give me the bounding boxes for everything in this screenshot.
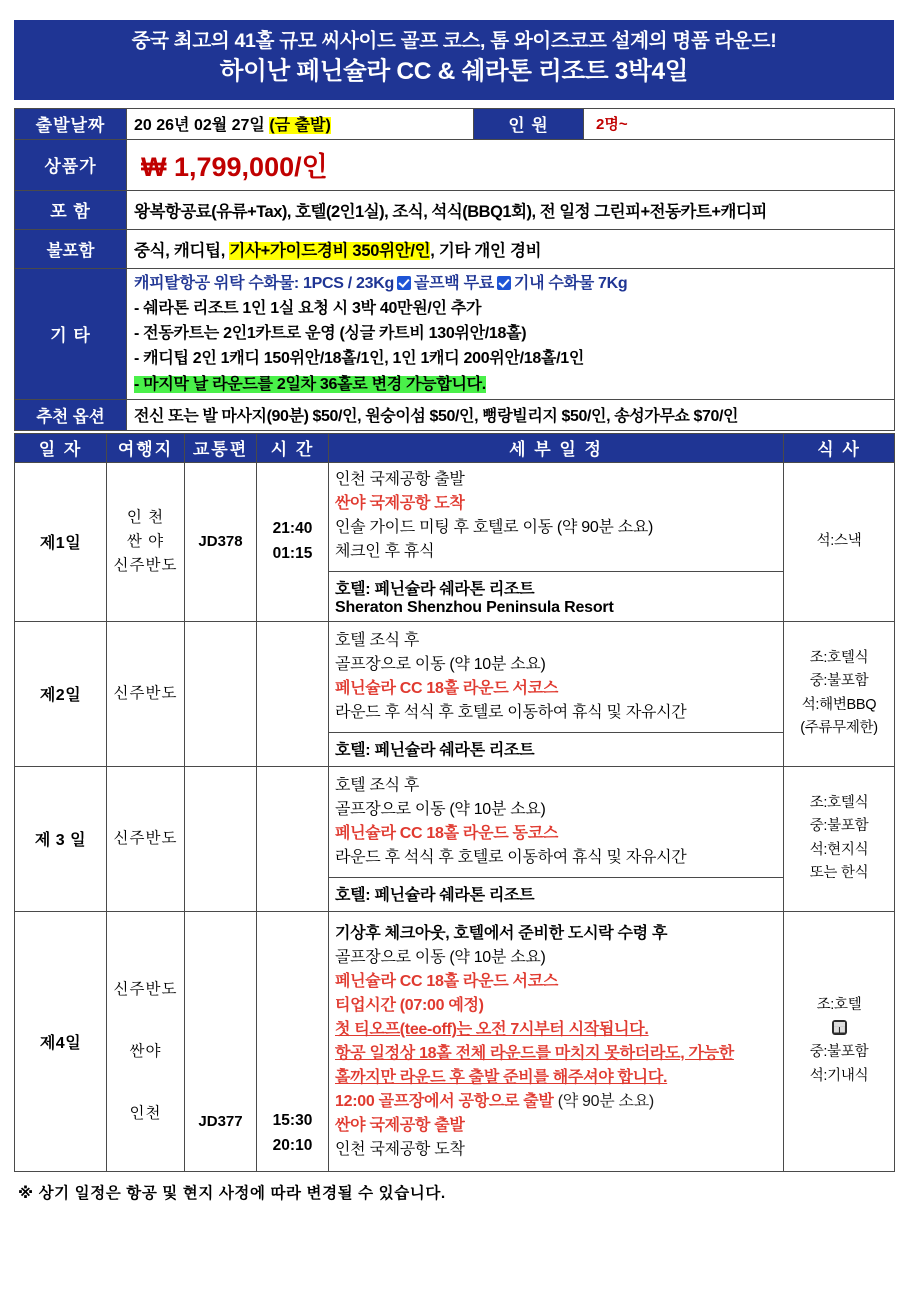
col-header-day: 일 자	[15, 433, 107, 462]
departure-date-label: 출발날짜	[15, 108, 127, 139]
meal-entry: (주류무제한)	[800, 720, 878, 737]
table-row	[15, 911, 895, 1171]
excluded-label: 불포함	[15, 229, 127, 268]
etc-caddie-tip-line: - 캐디팁 2인 1캐디 150위안/18홀/1인, 1인 1캐디 200위안/18홀/1인	[134, 350, 584, 368]
detail-line: 라운드 후 석식 후 호텔로 이동하여 휴식 및 자유시간	[335, 848, 687, 866]
excluded-guide-fee-badge: 기사+가이드경비 350위안/인	[229, 241, 431, 260]
itinerary-table	[14, 433, 895, 1172]
included-label: 포 함	[15, 190, 127, 229]
meal-entry: 조:호텔	[816, 997, 862, 1014]
departure-date-value	[127, 112, 473, 135]
title-banner	[14, 20, 894, 100]
detail-line: 골프장으로 이동 (약 10분 소요)	[335, 948, 546, 966]
etc-carryon-text: 기내 수화물 7Kg	[513, 274, 628, 292]
cell-place	[107, 766, 185, 911]
info-row-price	[15, 139, 895, 190]
cell-detail	[329, 621, 784, 766]
bento-box-icon	[832, 1020, 847, 1035]
itinerary-body	[15, 462, 895, 1171]
hotel-name-ko: 호텔: 페닌슐라 쉐라톤 리조트	[335, 580, 535, 598]
price-label: 상품가	[15, 139, 127, 190]
detail-line: 페닌슐라 CC 18홀 라운드 서코스	[335, 972, 559, 990]
etc-cart-line: - 전동카트는 2인1카트로 운영 (싱글 카트비 130위안/18홀)	[134, 325, 527, 343]
pax-value: 2명~	[596, 116, 628, 134]
info-row-etc	[15, 268, 895, 399]
included-value: 왕복항공료(유류+Tax), 호텔(2인1실), 조식, 석식(BBQ1회), 전 일정 그린피+전동카트+캐디피	[134, 202, 767, 221]
etc-lastday-change-badge: - 마지막 날 라운드를 2일차 36홀로 변경 가능합니다.	[134, 375, 486, 393]
itinerary-header-row	[15, 433, 895, 462]
detail-line: 체크인 후 휴식	[335, 542, 435, 560]
cell-day: 제 3 일	[15, 766, 107, 911]
meal-entry: 석:현지식	[809, 841, 869, 858]
cell-time	[257, 766, 329, 911]
itinerary-page	[0, 20, 908, 1299]
detail-line: 인천 국제공항 출발	[335, 470, 465, 488]
excluded-post-text: , 기타 개인 경비	[430, 241, 542, 260]
flight-number: JD378	[198, 533, 243, 551]
detail-line: 싼야 국제공항 도착	[335, 494, 465, 512]
etc-lines	[127, 269, 894, 399]
detail-line: 호텔 조식 후	[335, 631, 420, 649]
place-name: 신주반도	[113, 829, 178, 847]
cell-day: 제2일	[15, 621, 107, 766]
cell-flight	[185, 766, 257, 911]
place-name: 신주반도	[113, 684, 178, 702]
meal-entry: 또는 한식	[809, 865, 869, 882]
col-header-flight: 교통편	[185, 433, 257, 462]
detail-line	[335, 1090, 783, 1114]
meal-entry: 조:호텔식	[809, 649, 869, 666]
cell-meal	[784, 462, 895, 621]
detail-lines	[329, 624, 783, 729]
hotel-block	[329, 733, 783, 764]
cell-flight	[185, 621, 257, 766]
meal-entry: 중:불포함	[809, 673, 869, 690]
time-value: 15:30	[272, 1112, 313, 1130]
tour-info-table	[14, 108, 895, 431]
price-value: ₩ 1,799,000/인	[141, 152, 328, 183]
included-cell	[127, 190, 895, 229]
option-cell	[127, 399, 895, 430]
table-row	[15, 766, 895, 911]
info-row-departure-date	[15, 108, 895, 139]
title-subheadline: 중국 최고의 41홀 규모 씨사이드 골프 코스, 톰 와이즈코프 설계의 명품 라운드!	[131, 30, 777, 52]
info-row-included	[15, 190, 895, 229]
cell-time	[257, 911, 329, 1171]
detail-line: 골프장으로 이동 (약 10분 소요)	[335, 800, 546, 818]
place-name: 싼야	[129, 1043, 162, 1061]
table-row	[15, 621, 895, 766]
cell-day: 제1일	[15, 462, 107, 621]
detail-line: 라운드 후 석식 후 호텔로 이동하여 휴식 및 자유시간	[335, 703, 687, 721]
etc-single-room-line: - 쉐라톤 리조트 1인 1실 요청 시 3박 40만원/인 추가	[134, 299, 482, 317]
pax-cell	[584, 108, 895, 139]
info-row-options	[15, 399, 895, 430]
etc-lastday-change-line	[134, 372, 894, 397]
detail-line-accent: 12:00 골프장에서 공항으로 출발	[335, 1092, 554, 1110]
place-name: 신주반도	[113, 556, 178, 574]
etc-baggage-text: 캐피탈항공 위탁 수화물: 1PCS / 23Kg	[134, 274, 394, 292]
place-name: 싼 야	[126, 532, 165, 550]
detail-line-note: (약 90분 소요)	[553, 1092, 654, 1110]
time-value: 01:15	[272, 544, 313, 562]
cell-place	[107, 911, 185, 1171]
excluded-pre-text: 중식, 캐디팁,	[134, 241, 230, 260]
place-name: 인 천	[126, 508, 165, 526]
cell-time	[257, 621, 329, 766]
footer-note: ※ 상기 일정은 항공 및 현지 사정에 따라 변경될 수 있습니다.	[18, 1184, 446, 1202]
hotel-name-ko: 호텔: 페닌슐라 쉐라톤 리조트	[335, 741, 535, 759]
meal-entry: 석:스낵	[816, 533, 862, 550]
departure-date-cell	[127, 108, 474, 139]
check-icon-carryon	[497, 276, 511, 290]
col-header-meal: 식 사	[784, 433, 895, 462]
etc-label: 기 타	[15, 268, 127, 399]
cell-day: 제4일	[15, 911, 107, 1171]
detail-lines	[329, 769, 783, 874]
detail-line: 호텔 조식 후	[335, 776, 420, 794]
check-icon-golfbag	[397, 276, 411, 290]
cell-time	[257, 462, 329, 621]
col-header-detail: 세 부 일 정	[329, 433, 784, 462]
detail-line: 기상후 체크아웃, 호텔에서 준비한 도시락 수령 후	[335, 924, 668, 942]
detail-line: 페닌슐라 CC 18홀 라운드 동코스	[335, 824, 559, 842]
excluded-value	[127, 237, 894, 261]
detail-line: 골프장으로 이동 (약 10분 소요)	[335, 655, 546, 673]
time-value: 20:10	[272, 1137, 313, 1155]
hotel-name-ko: 호텔: 페닌슐라 쉐라톤 리조트	[335, 886, 535, 904]
departure-date-text: 20 26년 02월 27일	[134, 117, 270, 135]
detail-line: 싼야 국제공항 출발	[335, 1116, 465, 1134]
place-name: 인천	[129, 1105, 162, 1123]
detail-line: 홀까지만 라운드 후 출발 준비를 해주셔야 합니다.	[335, 1068, 668, 1086]
pax-label: 인 원	[474, 108, 584, 139]
detail-line: 항공 일정상 18홀 전체 라운드를 마치지 못하더라도, 가능한	[335, 1044, 734, 1062]
place-name: 신주반도	[113, 981, 178, 999]
detail-line: 인천 국제공항 도착	[335, 1140, 465, 1158]
departure-day-badge: (금 출발)	[269, 117, 331, 135]
cell-meal	[784, 621, 895, 766]
detail-line: 페닌슐라 CC 18홀 라운드 서코스	[335, 679, 559, 697]
cell-detail	[329, 766, 784, 911]
excluded-cell	[127, 229, 895, 268]
table-row	[15, 462, 895, 621]
meal-entry: 조:호텔식	[809, 794, 869, 811]
time-value: 21:40	[272, 520, 313, 538]
etc-cell	[127, 268, 895, 399]
col-header-place: 여행지	[107, 433, 185, 462]
cell-flight	[185, 462, 257, 621]
etc-golfbag-text: 골프백 무료	[413, 274, 494, 292]
flight-number: JD377	[198, 1112, 243, 1130]
cell-place	[107, 462, 185, 621]
cell-meal	[784, 766, 895, 911]
detail-line: 인솔 가이드 미팅 후 호텔로 이동 (약 90분 소요)	[335, 518, 654, 536]
meal-entry: 석:기내식	[809, 1067, 869, 1084]
price-cell	[127, 139, 895, 190]
option-label: 추천 옵션	[15, 399, 127, 430]
cell-flight	[185, 911, 257, 1171]
title-headline: 하이난 페닌슐라 CC & 쉐라톤 리조트 3박4일	[219, 58, 689, 86]
col-header-time: 시 간	[257, 433, 329, 462]
meal-entry	[784, 1018, 894, 1041]
cell-place	[107, 621, 185, 766]
detail-lines	[329, 463, 783, 568]
hotel-block	[329, 572, 783, 621]
etc-baggage-line	[134, 271, 894, 296]
detail-line: 티업시간 (07:00 예정)	[335, 996, 484, 1014]
cell-detail	[329, 462, 784, 621]
meal-entry: 석:해변BBQ	[801, 696, 877, 713]
meal-entry: 중:불포함	[809, 1044, 869, 1061]
option-value: 전신 또는 발 마사지(90분) $50/인, 원숭이섬 $50/인, 뻥랑빌리지 $50/인, 송성가무쇼 $70/인	[134, 408, 739, 426]
detail-lines	[329, 917, 783, 1166]
cell-detail	[329, 911, 784, 1171]
detail-line: 첫 티오프(tee-off)는 오전 7시부터 시작됩니다.	[335, 1020, 649, 1038]
hotel-name-en: Sheraton Shenzhou Peninsula Resort	[335, 598, 614, 616]
info-row-excluded	[15, 229, 895, 268]
meal-entry: 중:불포함	[809, 818, 869, 835]
cell-meal	[784, 911, 895, 1171]
hotel-block	[329, 878, 783, 909]
